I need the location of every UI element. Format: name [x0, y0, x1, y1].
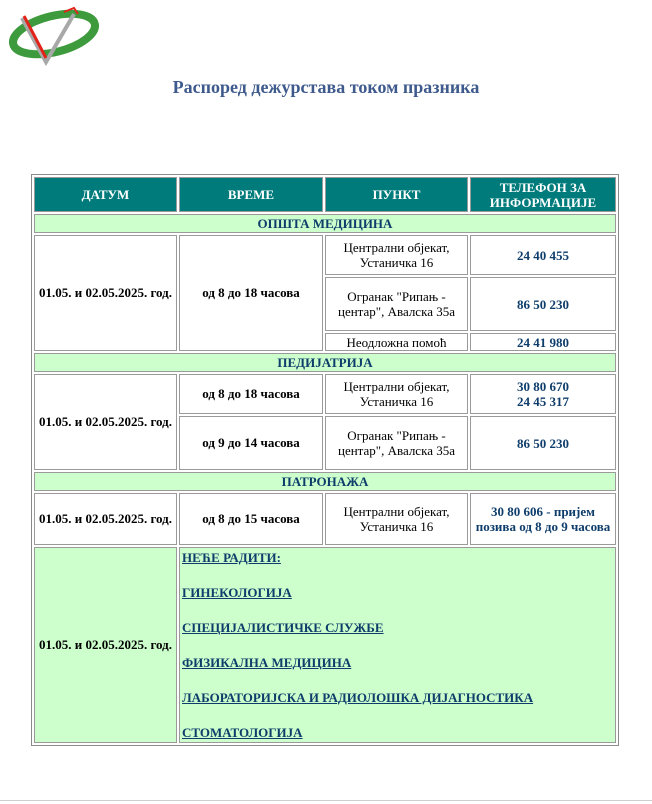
- page-title: Распоред дежурстава током празника: [172, 77, 480, 97]
- dentistry-link[interactable]: СТОМАТОЛОГИЈА: [182, 725, 303, 740]
- point-cell: Централни објекат, Устаничка 16: [325, 235, 468, 275]
- phone-cell: 86 50 230: [470, 277, 616, 331]
- point-cell: Неодложна помоћ: [325, 333, 468, 351]
- lab-radiology-link[interactable]: ЛАБОРАТОРИЈСКА И РАДИОЛОШКА ДИЈАГНОСТИКА: [182, 690, 534, 705]
- table-header-row: [34, 177, 616, 212]
- phone-number: 24 45 317: [517, 394, 569, 409]
- phone-cell: 24 41 980: [470, 333, 616, 351]
- time-cell: од 8 до 18 часова: [179, 374, 323, 414]
- phone-cell: 24 40 455: [470, 235, 616, 275]
- section-row: [34, 214, 616, 233]
- closed-services-cell: [179, 547, 616, 743]
- time-cell: од 8 до 15 часова: [179, 493, 323, 545]
- section-pediatrics: ПЕДИЈАТРИЈА: [34, 353, 616, 372]
- physical-medicine-link[interactable]: ФИЗИКАЛНА МЕДИЦИНА: [182, 655, 352, 670]
- header-phone: ТЕЛЕФОН ЗА ИНФОРМАЦИЈЕ: [470, 177, 616, 212]
- date-cell: 01.05. и 02.05.2025. год.: [34, 547, 177, 743]
- header-point: ПУНКТ: [325, 177, 468, 212]
- time-cell: од 9 до 14 часова: [179, 416, 323, 470]
- gynecology-link[interactable]: ГИНЕКОЛОГИЈА: [182, 585, 292, 600]
- phone-number: 30 80 670: [517, 379, 569, 394]
- bottom-divider: [0, 800, 652, 801]
- section-row: [34, 472, 616, 491]
- point-cell: Огранак "Рипањ - центар", Авалска 35а: [325, 277, 468, 331]
- duty-schedule-table: [31, 174, 619, 746]
- header-time: ВРЕМЕ: [179, 177, 323, 212]
- health-center-logo: [8, 4, 102, 74]
- section-row: [34, 353, 616, 372]
- time-cell: од 8 до 18 часова: [179, 235, 323, 351]
- table-row: [34, 235, 616, 275]
- phone-cell: [470, 374, 616, 414]
- point-cell: Огранак "Рипањ - центар", Авалска 35а: [325, 416, 468, 470]
- date-cell: 01.05. и 02.05.2025. год.: [34, 493, 177, 545]
- specialist-services-link[interactable]: СПЕЦИЈАЛИСТИЧКЕ СЛУЖБЕ: [182, 620, 384, 635]
- date-cell: 01.05. и 02.05.2025. год.: [34, 235, 177, 351]
- table-row: [34, 493, 616, 545]
- not-working-link[interactable]: НЕЋЕ РАДИТИ:: [182, 550, 281, 565]
- point-cell: Централни објекат, Устаничка 16: [325, 493, 468, 545]
- point-cell: Централни објекат, Устаничка 16: [325, 374, 468, 414]
- phone-cell: 30 80 606 - пријем позива од 8 до 9 часова: [470, 493, 616, 545]
- section-general-medicine: ОПШТА МЕДИЦИНА: [34, 214, 616, 233]
- closed-services-row: [34, 547, 616, 743]
- section-patronage: ПАТРОНАЖА: [34, 472, 616, 491]
- table-row: [34, 374, 616, 414]
- header-date: ДАТУМ: [34, 177, 177, 212]
- phone-cell: 86 50 230: [470, 416, 616, 470]
- date-cell: 01.05. и 02.05.2025. год.: [34, 374, 177, 470]
